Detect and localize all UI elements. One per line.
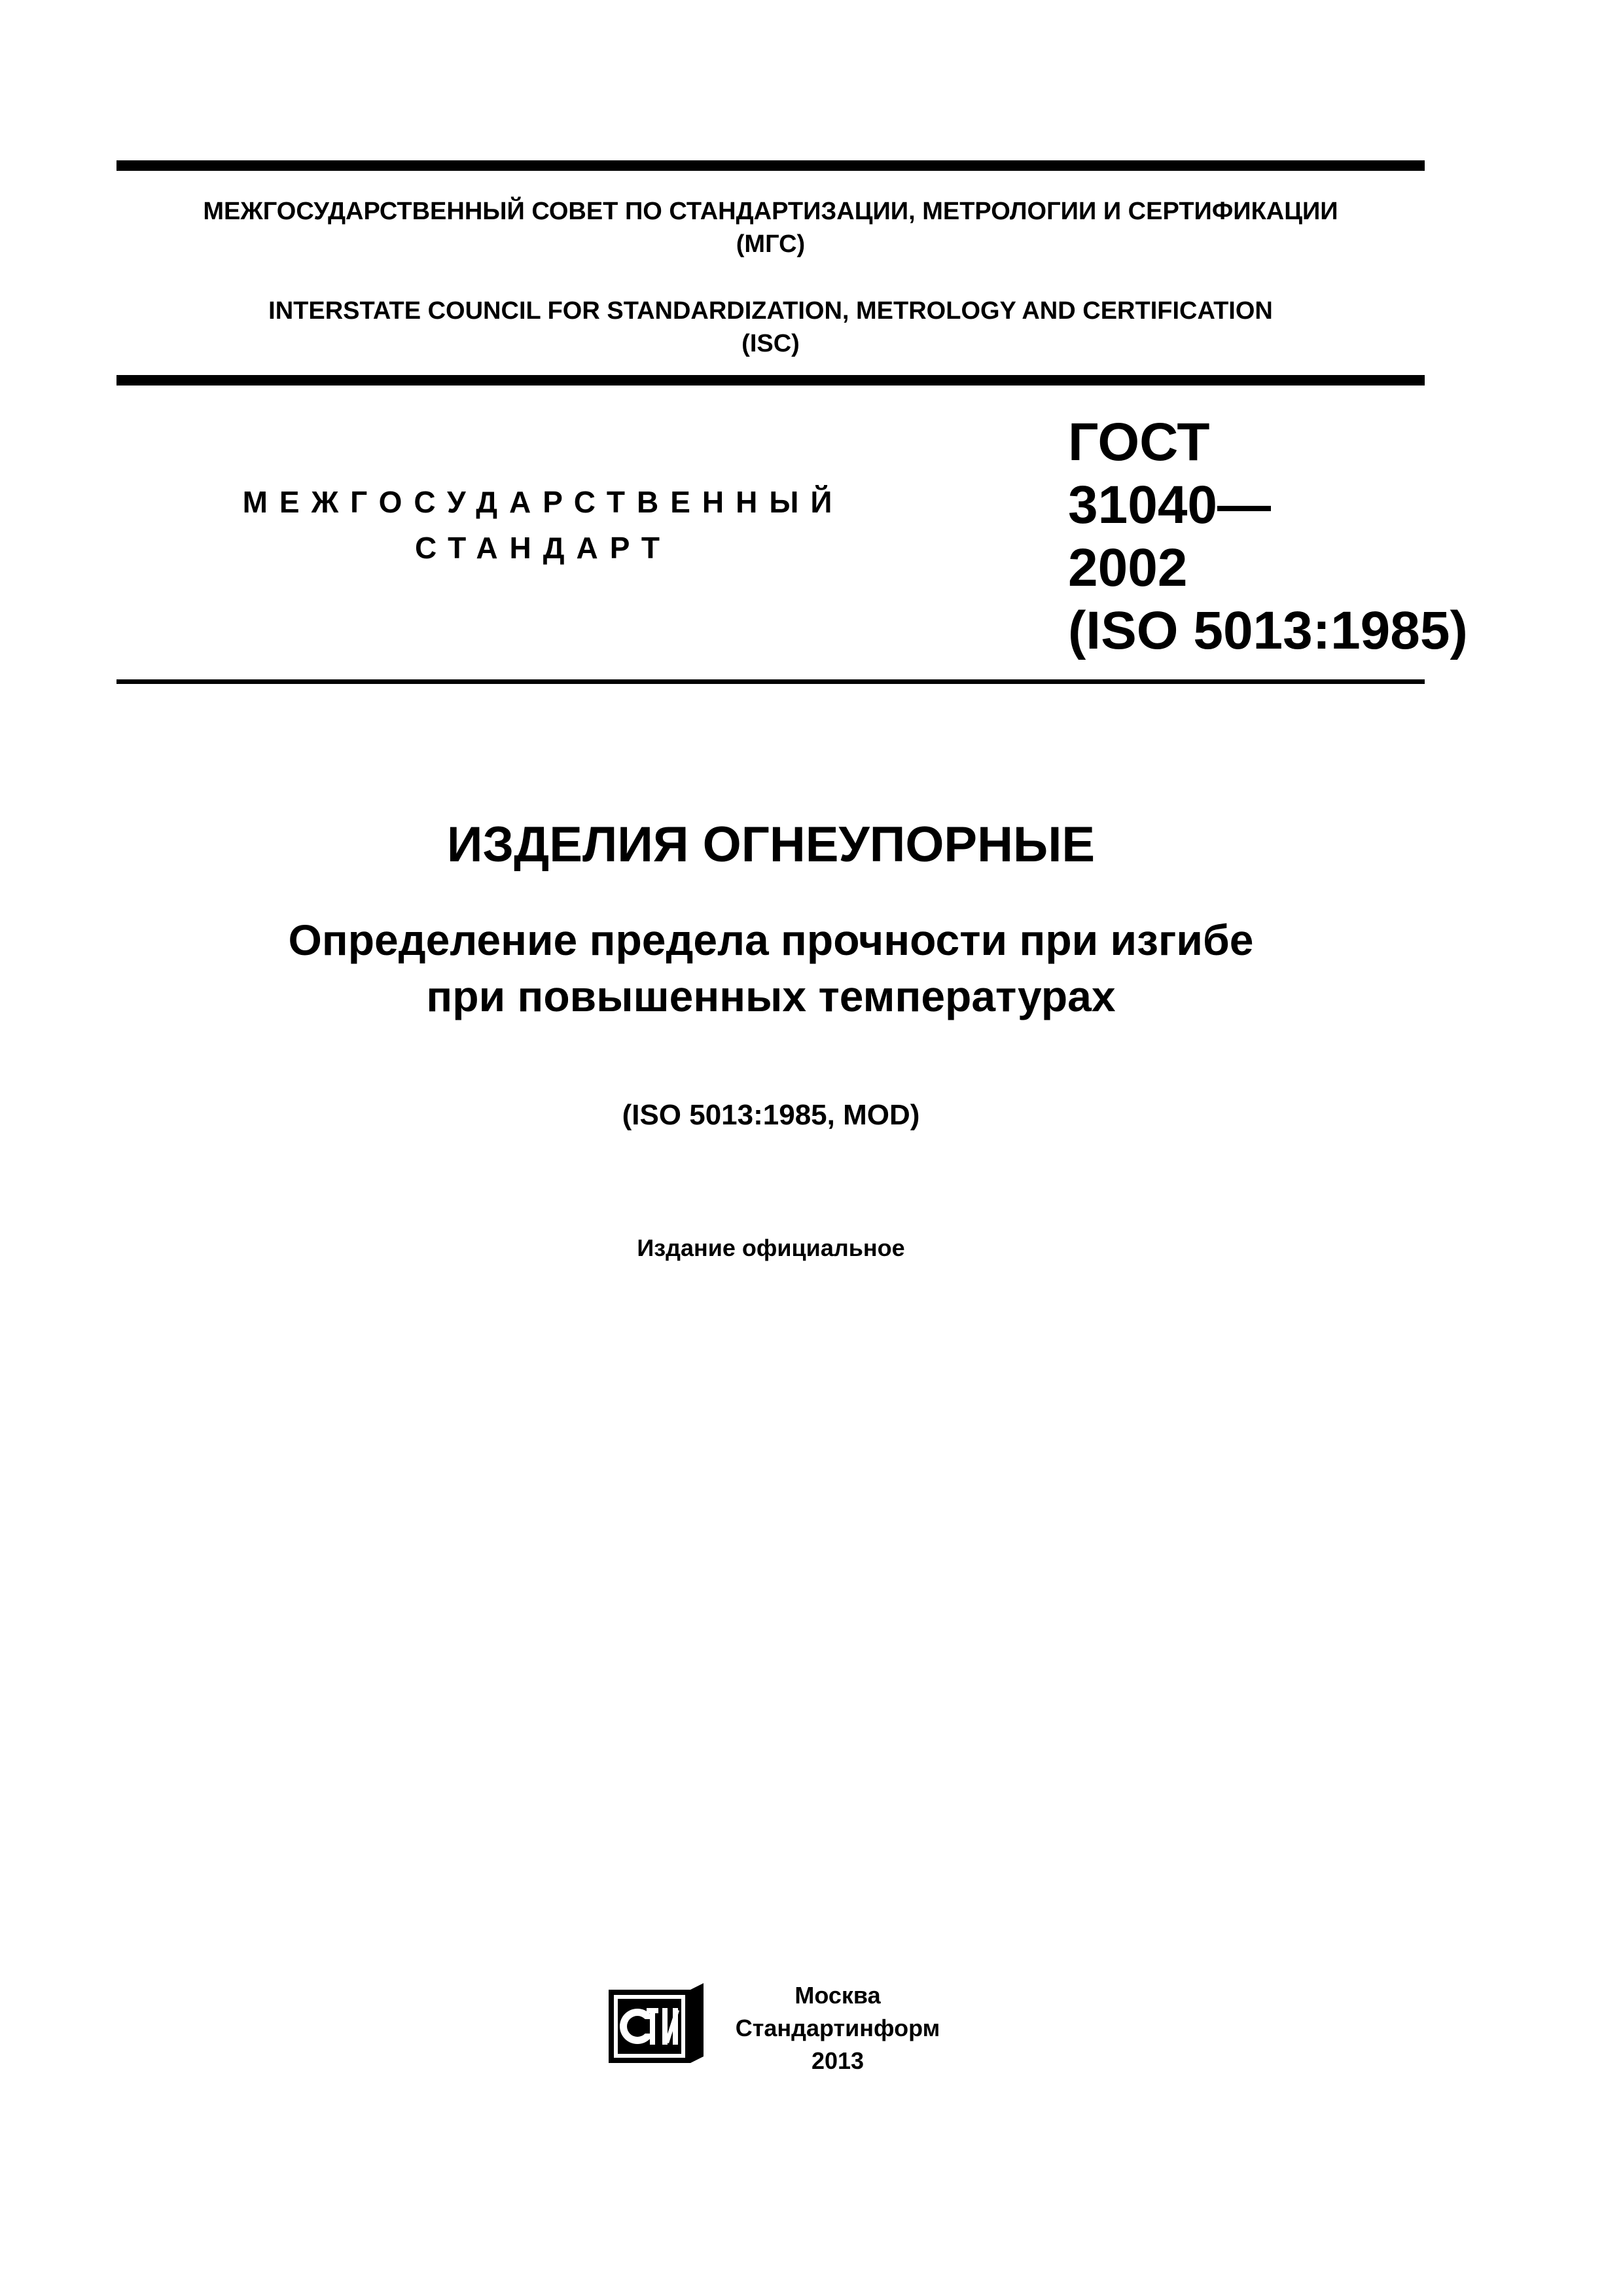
designation-number: 31040— — [1068, 475, 1272, 535]
standard-kind — [216, 479, 870, 571]
document-title: ИЗДЕЛИЯ ОГНЕУПОРНЫЕ — [446, 817, 1096, 872]
standard-designation — [1068, 411, 1468, 662]
council-ru-abbr: (МГС) — [736, 230, 806, 258]
council-name-en — [116, 295, 1425, 360]
edition-note: Издание официальное — [637, 1234, 905, 1261]
iso-reference: (ISO 5013:1985, MOD) — [622, 1099, 920, 1131]
council-name-ru — [116, 195, 1425, 260]
publisher-city: Москва — [794, 1982, 881, 2009]
document-subtitle — [116, 912, 1425, 1024]
council-ru-line1: МЕЖГОСУДАРСТВЕННЫЙ СОВЕТ ПО СТАНДАРТИЗАЦИИ, МЕТРОЛОГИИ И СЕРТИФИКАЦИИ — [203, 198, 1338, 225]
standard-kind-line1: МЕЖГОСУДАРСТВЕННЫЙ — [242, 485, 844, 519]
publisher-block — [713, 1979, 962, 2077]
middle-rule — [116, 375, 1425, 386]
subtitle-line1: Определение предела прочности при изгибе — [288, 916, 1254, 964]
bottom-rule — [116, 679, 1425, 684]
council-en-line1: INTERSTATE COUNCIL FOR STANDARDIZATION, METROLOGY AND CERTIFICATION — [268, 297, 1273, 325]
designation-prefix: ГОСТ — [1068, 412, 1210, 472]
subtitle-line2: при повышенных температурах — [426, 972, 1116, 1020]
council-en-abbr: (ISC) — [741, 330, 800, 357]
publisher-name: Стандартинформ — [735, 2015, 940, 2041]
publisher-logo — [609, 1983, 704, 2068]
standard-kind-line2: СТАНДАРТ — [415, 531, 671, 565]
top-rule — [116, 160, 1425, 171]
publication-year: 2013 — [811, 2047, 865, 2074]
designation-year: 2002 — [1068, 538, 1188, 598]
designation-iso: (ISO 5013:1985) — [1068, 601, 1468, 660]
